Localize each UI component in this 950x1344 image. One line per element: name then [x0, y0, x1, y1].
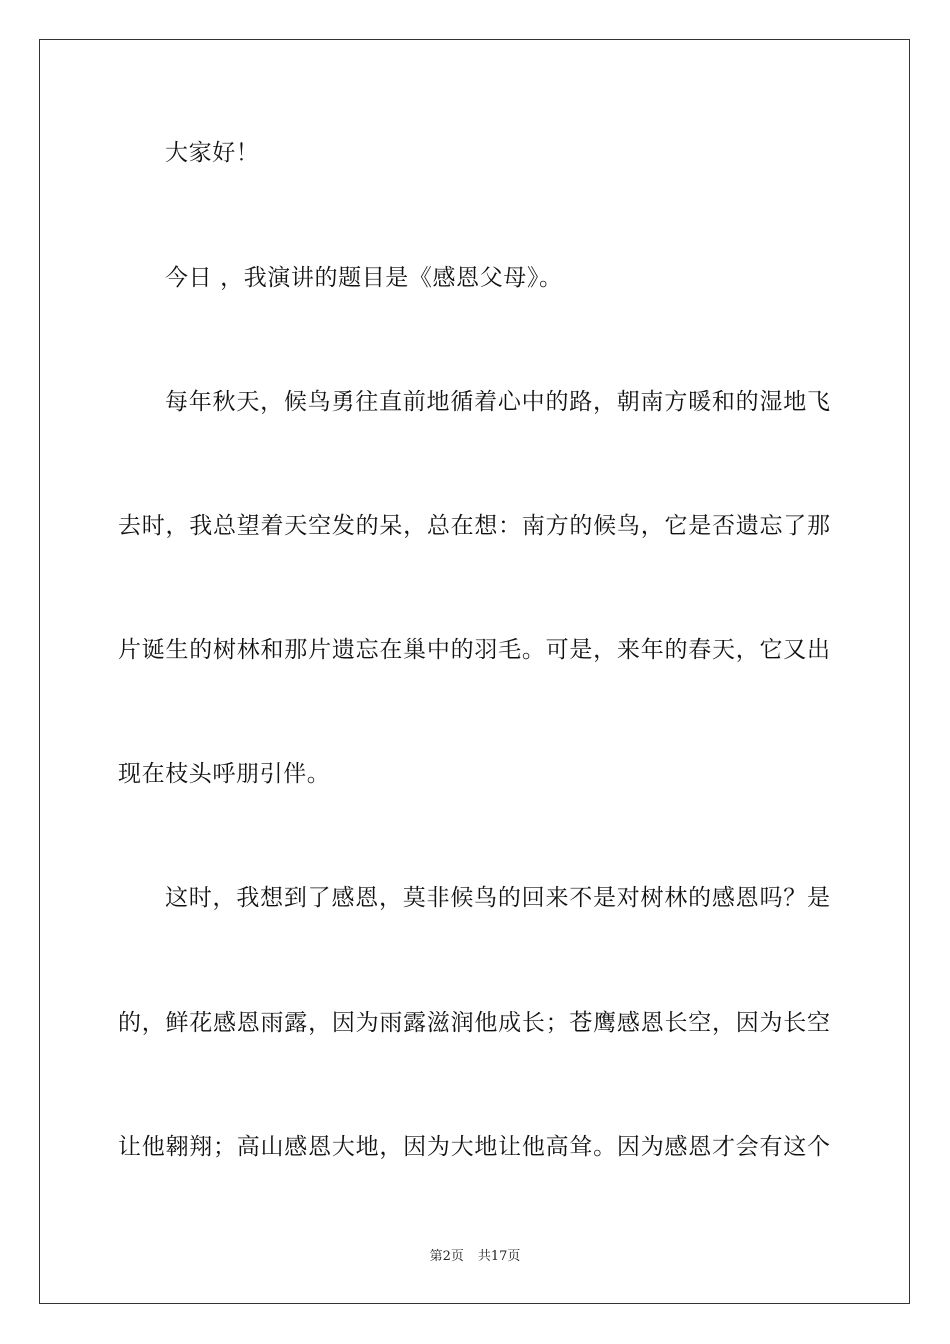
- page-border: [39, 39, 910, 1304]
- paragraph-line: 片诞生的树林和那片遗忘在巢中的羽毛。可是，来年的春天，它又出: [118, 637, 830, 663]
- paragraph-line: 让他翱翔；高山感恩大地，因为大地让他高耸。因为感恩才会有这个: [118, 1134, 830, 1160]
- page-total: 共17页: [477, 1249, 521, 1264]
- paragraph-line: 现在枝头呼朋引伴。: [118, 761, 331, 787]
- paragraph-line: 每年秋天，候鸟勇往直前地循着心中的路，朝南方暖和的湿地飞: [165, 389, 830, 415]
- paragraph-line: 这时，我想到了感恩，莫非候鸟的回来不是对树林的感恩吗？是: [165, 885, 830, 911]
- speech-title-line: 今日 ，我演讲的题目是《感恩父母》。: [165, 265, 563, 291]
- paragraph-line: 的，鲜花感恩雨露，因为雨露滋润他成长；苍鹰感恩长空，因为长空: [118, 1010, 830, 1036]
- greeting-line: 大家好！: [165, 140, 260, 166]
- page-number: 第2页: [429, 1249, 464, 1264]
- paragraph-line: 去时，我总望着天空发的呆，总在想：南方的候鸟，它是否遗忘了那: [118, 513, 830, 539]
- page-footer: [0, 1248, 950, 1266]
